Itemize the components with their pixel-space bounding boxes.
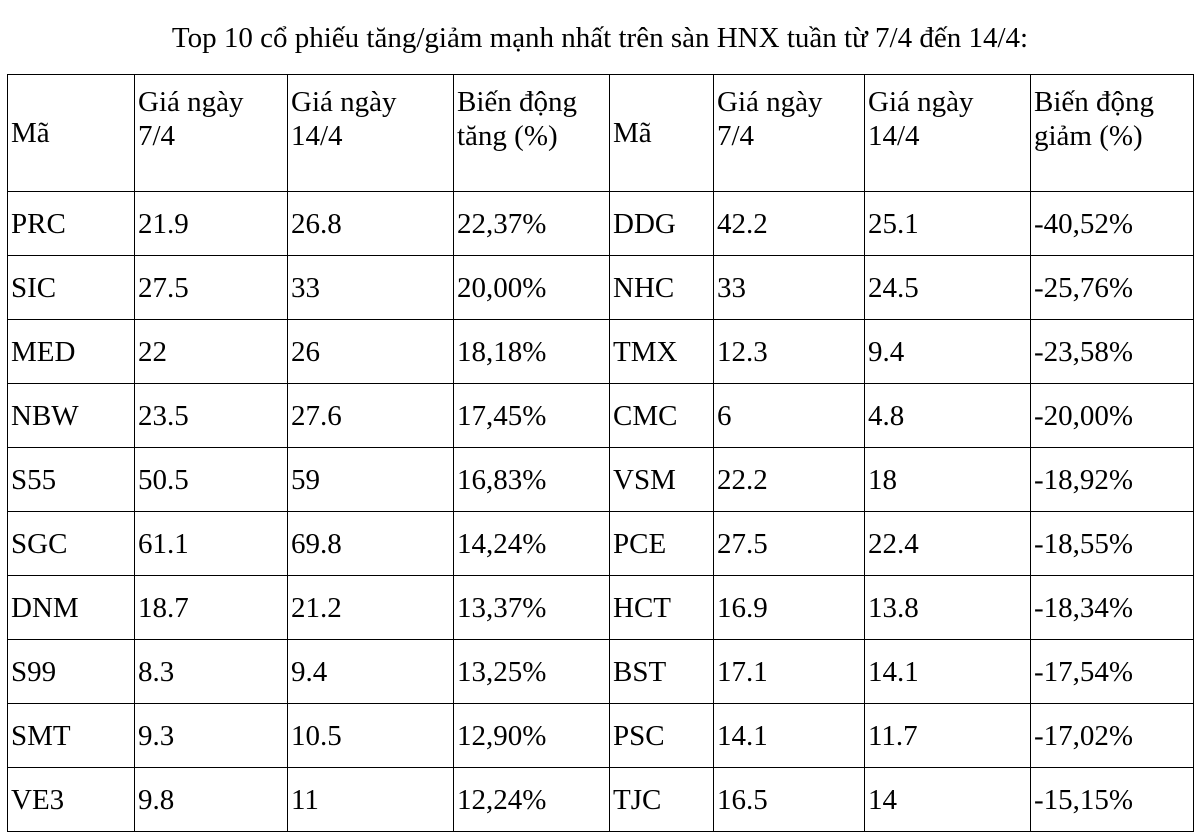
gainer-code-cell: SMT	[8, 704, 135, 768]
loser-change-cell: -17,54%	[1031, 640, 1194, 704]
gainer-price-7-4-cell: 50.5	[135, 448, 288, 512]
loser-code-cell: NHC	[610, 256, 714, 320]
gainer-change-cell: 14,24%	[454, 512, 610, 576]
gainer-change-cell: 13,25%	[454, 640, 610, 704]
gainer-price-7-4-cell: 21.9	[135, 192, 288, 256]
table-row	[8, 256, 1194, 320]
table-row	[8, 320, 1194, 384]
gainer-change-cell: 12,24%	[454, 768, 610, 832]
loser-price-14-4-cell: 9.4	[865, 320, 1031, 384]
gainer-price-14-4-cell: 11	[288, 768, 454, 832]
gainer-price-14-4-cell: 59	[288, 448, 454, 512]
loser-code-cell: PCE	[610, 512, 714, 576]
loser-price-14-4-cell: 25.1	[865, 192, 1031, 256]
gainer-code-cell: S55	[8, 448, 135, 512]
loser-code-cell: BST	[610, 640, 714, 704]
loser-price-7-4-cell: 22.2	[714, 448, 865, 512]
gainer-price-7-4-cell: 8.3	[135, 640, 288, 704]
gainer-price-7-4-cell: 23.5	[135, 384, 288, 448]
header-code-losers: Mã	[610, 75, 714, 192]
loser-price-7-4-cell: 16.9	[714, 576, 865, 640]
gainer-price-14-4-cell: 69.8	[288, 512, 454, 576]
loser-price-14-4-cell: 13.8	[865, 576, 1031, 640]
loser-price-14-4-cell: 11.7	[865, 704, 1031, 768]
gainer-code-cell: PRC	[8, 192, 135, 256]
loser-price-14-4-cell: 14.1	[865, 640, 1031, 704]
gainer-price-7-4-cell: 61.1	[135, 512, 288, 576]
gainer-price-14-4-cell: 9.4	[288, 640, 454, 704]
gainer-code-cell: VE3	[8, 768, 135, 832]
gainer-change-cell: 22,37%	[454, 192, 610, 256]
gainer-price-7-4-cell: 22	[135, 320, 288, 384]
gainer-code-cell: DNM	[8, 576, 135, 640]
loser-code-cell: TJC	[610, 768, 714, 832]
header-price-14-4-losers: Giá ngày 14/4	[865, 75, 1031, 192]
table-body	[8, 75, 1194, 832]
loser-change-cell: -15,15%	[1031, 768, 1194, 832]
gainer-price-14-4-cell: 21.2	[288, 576, 454, 640]
gainer-change-cell: 17,45%	[454, 384, 610, 448]
header-change-down: Biến động giảm (%)	[1031, 75, 1194, 192]
loser-price-7-4-cell: 14.1	[714, 704, 865, 768]
table-row	[8, 704, 1194, 768]
gainer-price-14-4-cell: 26.8	[288, 192, 454, 256]
table-row	[8, 384, 1194, 448]
table-row	[8, 768, 1194, 832]
loser-price-14-4-cell: 4.8	[865, 384, 1031, 448]
gainer-price-7-4-cell: 9.8	[135, 768, 288, 832]
table-row	[8, 576, 1194, 640]
loser-change-cell: -25,76%	[1031, 256, 1194, 320]
loser-code-cell: CMC	[610, 384, 714, 448]
gainer-price-7-4-cell: 18.7	[135, 576, 288, 640]
table-header-row	[8, 75, 1194, 192]
page-title: Top 10 cổ phiếu tăng/giảm mạnh nhất trên sàn HNX tuần từ 7/4 đến 14/4:	[171, 22, 1029, 54]
loser-price-7-4-cell: 33	[714, 256, 865, 320]
gainer-code-cell: SIC	[8, 256, 135, 320]
gainer-code-cell: SGC	[8, 512, 135, 576]
loser-price-7-4-cell: 27.5	[714, 512, 865, 576]
loser-code-cell: DDG	[610, 192, 714, 256]
gainer-price-14-4-cell: 33	[288, 256, 454, 320]
loser-code-cell: TMX	[610, 320, 714, 384]
loser-price-7-4-cell: 17.1	[714, 640, 865, 704]
table-row	[8, 192, 1194, 256]
stocks-table	[7, 74, 1194, 832]
loser-change-cell: -17,02%	[1031, 704, 1194, 768]
gainer-price-14-4-cell: 26	[288, 320, 454, 384]
gainer-price-7-4-cell: 27.5	[135, 256, 288, 320]
gainer-price-14-4-cell: 10.5	[288, 704, 454, 768]
header-price-7-4-losers: Giá ngày 7/4	[714, 75, 865, 192]
gainer-code-cell: NBW	[8, 384, 135, 448]
gainer-change-cell: 12,90%	[454, 704, 610, 768]
header-price-14-4-gainers: Giá ngày 14/4	[288, 75, 454, 192]
loser-change-cell: -40,52%	[1031, 192, 1194, 256]
header-change-up: Biến động tăng (%)	[454, 75, 610, 192]
gainer-change-cell: 20,00%	[454, 256, 610, 320]
header-code-gainers: Mã	[8, 75, 135, 192]
loser-change-cell: -23,58%	[1031, 320, 1194, 384]
table-row	[8, 512, 1194, 576]
loser-price-7-4-cell: 42.2	[714, 192, 865, 256]
gainer-change-cell: 13,37%	[454, 576, 610, 640]
gainer-price-14-4-cell: 27.6	[288, 384, 454, 448]
gainer-code-cell: MED	[8, 320, 135, 384]
loser-change-cell: -20,00%	[1031, 384, 1194, 448]
loser-change-cell: -18,92%	[1031, 448, 1194, 512]
table-row	[8, 448, 1194, 512]
loser-price-7-4-cell: 12.3	[714, 320, 865, 384]
loser-change-cell: -18,34%	[1031, 576, 1194, 640]
loser-price-14-4-cell: 22.4	[865, 512, 1031, 576]
loser-code-cell: VSM	[610, 448, 714, 512]
header-price-7-4-gainers: Giá ngày 7/4	[135, 75, 288, 192]
loser-price-14-4-cell: 24.5	[865, 256, 1031, 320]
loser-change-cell: -18,55%	[1031, 512, 1194, 576]
loser-price-14-4-cell: 18	[865, 448, 1031, 512]
loser-price-7-4-cell: 16.5	[714, 768, 865, 832]
loser-code-cell: HCT	[610, 576, 714, 640]
loser-price-7-4-cell: 6	[714, 384, 865, 448]
gainer-code-cell: S99	[8, 640, 135, 704]
gainer-change-cell: 18,18%	[454, 320, 610, 384]
gainer-price-7-4-cell: 9.3	[135, 704, 288, 768]
gainer-change-cell: 16,83%	[454, 448, 610, 512]
table-row	[8, 640, 1194, 704]
loser-price-14-4-cell: 14	[865, 768, 1031, 832]
loser-code-cell: PSC	[610, 704, 714, 768]
